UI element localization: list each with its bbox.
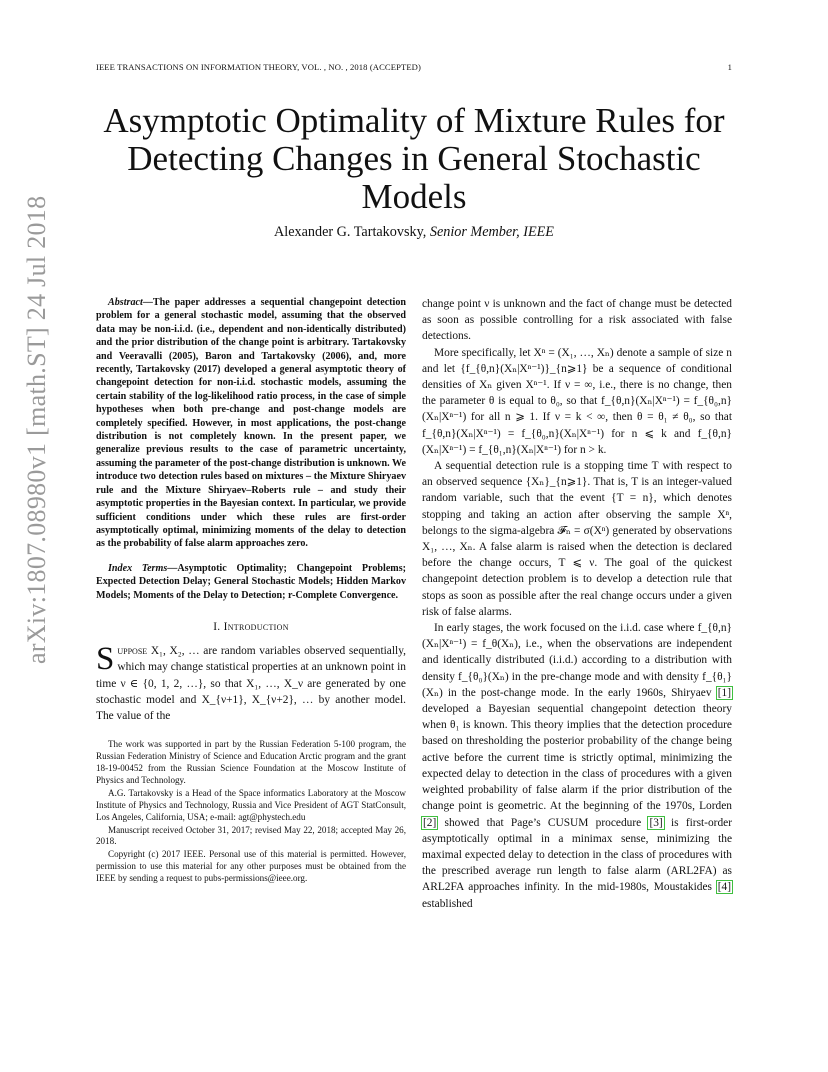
left-column [96,296,406,886]
paper-title: Asymptotic Optimality of Mixture Rules for Detecting Changes in General Stochastic Models [103,101,725,216]
footnote-copyright: Copyright (c) 2017 IEEE. Personal use of this material is permitted. However, permission to use this material for any other purposes must be obtained from the IEEE by sending a request to pubs-permissions@ieee.org. [96,849,406,884]
paragraph-history [422,620,732,912]
citation-link-3[interactable]: [3] [649,816,663,829]
index-terms-lead: Index Terms [108,562,168,574]
citation-link-1[interactable]: [1] [717,686,731,699]
footnote-author: A.G. Tartakovsky is a Head of the Space informatics Laboratory at the Moscow Institute of Physics and Technology, Russia and Vice President of AGT StatConsult, Los Angeles, California, USA; e-mail: agt@phystech.edu [96,787,406,822]
footnote-funding: The work was supported in part by the Russian Federation 5-100 program, the Russian Federation Ministry of Science and Education Arctic program and the grant 18-19-00452 from the Russian Science Foundation at the Moscow Institute of Physics and Technology. [96,739,406,785]
intro-text: X₁, X₂, … are random variables observed sequentially, which may change statistical properties at an unknown point in time ν ∈ {0, 1, 2, …}, so that X₁, …, X_ν are generated by one stochastic model and X_{ν+1}, X_{ν+2}, … by another model. The value of the [96,645,406,722]
index-terms [96,562,406,602]
drop-cap: S [96,641,115,678]
abstract-text: —The paper addresses a sequential changepoint detection problem for a general stochastic model, assuming that the observed data may be non-i.i.d. (i.e., dependent and non-identically distributed) and the prior distribution of the change point is arbitrary. Tartakovsky and Veeravalli (2005), Baron and Tartakovsky (2006), and, more recently, Tartakovsky (2017) developed a general asymptotic theory of changepoint detection for non-i.i.d. stochastic models, assuming the certain stability of the log-likelihood ratio process, in the case of simple hypotheses when both pre-change and post-change models are completely specified. However, in most applications, the post-change distribution is not completely known. In the present paper, we generalize previous results to the case of parametric uncertainty, assuming the parameter of the post-change distribution is unknown. We introduce two detection rules based on mixtures – the Mixture Shiryaev rule and the Mixture Shiryaev–Roberts rule – and study their asymptotic properties in the Bayesian context. In particular, we provide sufficient conditions under which these rules are first-order asymptotically optimal, minimizing moments of the delay to detection as the probability of false alarm approaches zero. [96,297,406,550]
intro-lead-word: uppose [117,645,148,658]
intro-paragraph [96,643,406,724]
citation-link-4[interactable]: [4] [717,881,731,894]
index-terms-text: —Asymptotic Optimality; Changepoint Problems; Expected Detection Delay; General Stochastic Models; Hidden Markov Models; Moments of the Delay to Detection; r-Complete Convergence. [96,562,406,601]
arxiv-stamp-text: arXiv:1807.08980v1 [math.ST] 24 Jul 2018 [22,195,51,664]
page-number: 1 [727,62,732,72]
paragraph-detection-rule: A sequential detection rule is a stopping time T with respect to an observed sequence {Xₙ}_{n⩾1}. That is, T is an integer-valued random variable, such that the event {T = n}, which denotes stopping and taking an action after observing the sample Xⁿ, belongs to the sigma-algebra 𝓕ₙ = σ(Xⁿ) generated by observations X₁, …, Xₙ. A false alarm is raised when the detection is declared before the change occurs, T ⩽ ν. The goal of the quickest changepoint detection problem is to develop a detection rule that stops as soon as possible after the real change occurs under a given risk of false alarms. [422,460,732,618]
history-text-4: is first-order asymptotically optimal in a minimax sense, minimizing the maximal expected delay to detection in the class of procedures with the prescribed average run length to false alarm (ARL2FA) as ARL2FA approaches infinity. In the mid-1980s, Moustakides [422,816,732,894]
abstract-lead: Abstract [108,297,143,308]
abstract [96,296,406,551]
paragraph-change-point: change point ν is unknown and the fact of change must be detected as soon as possible controlling for a risk associated with false detections. [422,298,732,343]
author-affiliation: Senior Member, IEEE [429,224,554,240]
footnotes [96,739,406,885]
history-text-1: In early stages, the work focused on the i.i.d. case where f_{θ,n}(Xₙ|Xⁿ⁻¹) = f_θ(Xₙ), i.e., when the observations are independent and identically distributed (i.i.d.) according to a distribution with density f_{θ₀}(Xₙ) in the pre-change mode and with density f_{θ₁}(Xₙ) in the post-change mode. In the early 1960s, Shiryaev [422,622,732,699]
journal-name: IEEE TRANSACTIONS ON INFORMATION THEORY, VOL. , NO. , 2018 (ACCEPTED) [96,62,421,72]
citation-link-2[interactable]: [2] [423,816,437,829]
history-text-3: showed that Page’s CUSUM procedure [437,816,642,829]
paragraph-model: More specifically, let Xⁿ = (X₁, …, Xₙ) denote a sample of size n and let {f_{θ,n}(Xₙ|Xⁿ⁻¹)}_{n⩾1} be a sequence of conditional densities of Xₙ given Xⁿ⁻¹. If ν = ∞, i.e., there is no change, then the parameter θ is equal to θ₀, so that f_{θ,n}(Xₙ|Xⁿ⁻¹) = f_{θ₀,n}(Xₙ|Xⁿ⁻¹) for all n ⩾ 1. If ν = k < ∞, then θ = θ₁ ≠ θ₀, so that f_{θ,n}(Xₙ|Xⁿ⁻¹) = f_{θ₀,n}(Xₙ|Xⁿ⁻¹) for n ⩽ k and f_{θ,n}(Xₙ|Xⁿ⁻¹) = f_{θ₁,n}(Xₙ|Xⁿ⁻¹) for n > k. [422,346,732,456]
right-column [422,296,732,912]
section-name: Introduction [223,620,289,633]
section-number: I. [213,620,221,633]
section-heading [96,619,406,635]
footnote-manuscript: Manuscript received October 31, 2017; revised May 22, 2018; accepted May 26, 2018. [96,824,406,847]
running-header [96,62,732,76]
history-text-5: established [422,897,473,910]
history-text-2: developed a Bayesian sequential changepoint detection theory when θ₁ is known. This theory implies that the detection procedure based on thresholding the posterior probability of the change being active before the current time is strictly optimal, minimizing the expected delay to detection in the class of procedures with a given weighted probability of false alarm if the prior distribution of the change point is geometric. At the beginning of the 1970s, Lorden [422,703,732,813]
author-line [96,224,732,241]
author-name: Alexander G. Tartakovsky, [274,224,427,240]
